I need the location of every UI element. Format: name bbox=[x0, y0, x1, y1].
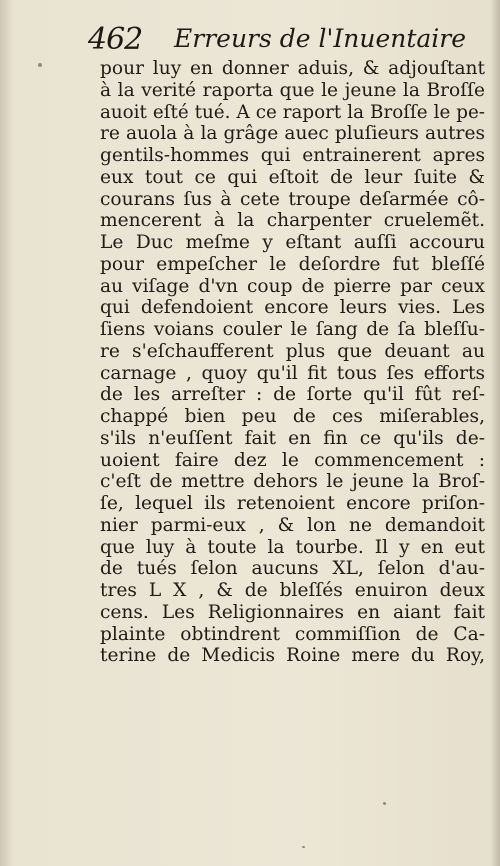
text-line: c'eſt de mettre dehors le jeune la Broſ- bbox=[100, 471, 485, 493]
text-line: ſiens voians couler le ſang de ſa bleſſu- bbox=[100, 319, 485, 340]
ink-speck bbox=[38, 63, 42, 67]
text-line: cens. Les Religionnaires en aiant fait bbox=[100, 601, 485, 623]
text-line: eux tout ce qui eſtoit de leur ſuite & bbox=[100, 166, 485, 188]
text-line: re s'eſchaufferent plus que deuant au bbox=[100, 340, 485, 362]
text-line: courans ſus à cete troupe deſarmée cô- bbox=[100, 188, 485, 210]
text-line: plainte obtindrent commiſſion de Ca- bbox=[100, 623, 485, 645]
text-line: qui defendoient encore leurs vies. Les bbox=[100, 297, 485, 319]
text-line: nier parmi-eux , & lon ne demandoit bbox=[100, 514, 485, 536]
text-line: s'ils n'euſſent fait en fin ce qu'ils de- bbox=[100, 427, 485, 449]
text-line: tres L X , & de bleſſés enuiron deux bbox=[100, 580, 485, 601]
text-line: ſe, lequel ils retenoient encore priſon- bbox=[100, 493, 485, 514]
text-line: de les arreſter : de ſorte qu'il fût reſ- bbox=[100, 384, 485, 406]
text-line: gentils-hommes qui entrainerent apres bbox=[100, 145, 485, 166]
page-edge-shadow bbox=[490, 0, 500, 866]
text-line: re auola à la grâge auec pluſieurs autres bbox=[100, 123, 485, 145]
text-line: à la verité raporta que le jeune la Broſſe bbox=[100, 79, 485, 101]
text-line: carnage , quoy qu'il fit tous ſes efforts bbox=[100, 362, 485, 384]
running-head: Erreurs de l'Inuentaire bbox=[174, 24, 467, 53]
ink-speck bbox=[302, 846, 305, 848]
page-header bbox=[88, 22, 467, 62]
text-line: pour luy en donner aduis, & adjouſtant bbox=[100, 58, 485, 79]
text-line: Le Duc meſme y eſtant auſſi accouru bbox=[100, 232, 485, 253]
text-line: terine de Medicis Roine mere du Roy, bbox=[100, 645, 485, 667]
page-number: 462 bbox=[88, 22, 143, 57]
ink-speck bbox=[383, 802, 386, 805]
text-line: chappé bien peu de ces miſerables, bbox=[100, 406, 485, 427]
text-line: de tués ſelon aucuns XL, ſelon d'au- bbox=[100, 558, 485, 580]
body-text bbox=[100, 58, 485, 667]
text-line: que luy à toute la tourbe. Il y en eut bbox=[100, 536, 485, 558]
text-line: uoient faire dez le commencement : bbox=[100, 449, 485, 471]
text-line: auoit eſté tué. A ce raport la Broſſe le pe- bbox=[100, 101, 485, 123]
text-line: pour empeſcher le deſordre fut bleſſé bbox=[100, 253, 485, 275]
text-line: mencerent à la charpenter cruelemẽt. bbox=[100, 210, 485, 232]
text-line: au viſage d'vn coup de pierre par ceux bbox=[100, 275, 485, 297]
